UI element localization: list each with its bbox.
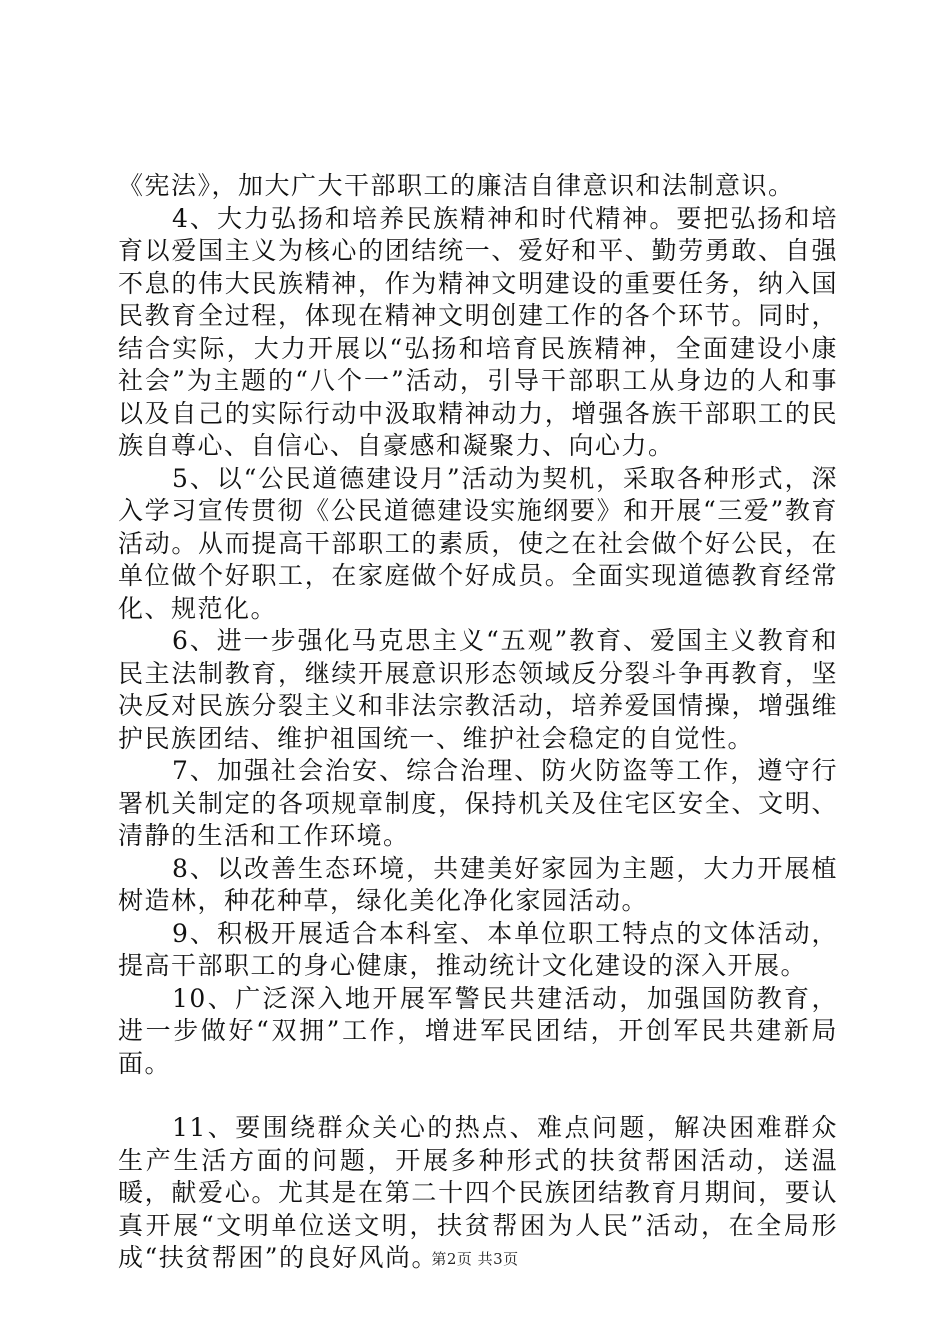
paragraph-item-6: 6、进一步强化马克思主义“五观”教育、爱国主义教育和民主法制教育，继续开展意识形态领域反分裂斗争再教育，坚决反对民族分裂主义和非法宗教活动，培养爱国情操，增强维护民族团结、维护祖国统一、维护社会稳定的自觉性。 (118, 626, 838, 753)
paragraph-item-5: 5、以“公民道德建设月”活动为契机，采取各种形式，深入学习宣传贯彻《公民道德建设实施纲要》和开展“三爱”教育活动。从而提高干部职工的素质，使之在社会做个好公民，在单位做个好职工，在家庭做个好成员。全面实现道德教育经常化、规范化。 (118, 463, 838, 623)
document-body (118, 170, 838, 1275)
paragraph-item-10: 10、广泛深入地开展军警民共建活动，加强国防教育，进一步做好“双拥”工作，增进军民团结，开创军民共建新局面。 (118, 983, 838, 1078)
paragraph-item-7: 7、加强社会治安、综合治理、防火防盗等工作，遵守行署机关制定的各项规章制度，保持机关及住宅区安全、文明、清静的生活和工作环境。 (118, 756, 838, 850)
paragraph-item-11: 11、要围绕群众关心的热点、难点问题，解决困难群众生产生活方面的问题，开展多种形式的扶贫帮困活动，送温暖，献爱心。尤其是在第二十四个民族团结教育月期间，要认真开展“文明单位送文明，扶贫帮困为人民”活动，在全局形成“扶贫帮困”的良好风尚。 (118, 1113, 838, 1272)
paragraph-item-9: 9、积极开展适合本科室、本单位职工特点的文体活动，提高干部职工的身心健康，推动统计文化建设的深入开展。 (118, 918, 838, 980)
paragraph-item-4: 4、大力弘扬和培养民族精神和时代精神。要把弘扬和培育以爱国主义为核心的团结统一、爱好和平、勤劳勇敢、自强不息的伟大民族精神，作为精神文明建设的重要任务，纳入国民教育全过程，体现在精神文明创建工作的各个环节。同时，结合实际，大力开展以“弘扬和培育民族精神，全面建设小康社会”为主题的“八个一”活动，引导干部职工从身边的人和事以及自己的实际行动中汲取精神动力，增强各族干部职工的民族自尊心、自信心、自豪感和凝聚力、向心力。 (118, 203, 838, 460)
page-number-footer: 第2页 共3页 (431, 1250, 519, 1268)
paragraph-continuation: 《宪法》，加大广大干部职工的廉洁自律意识和法制意识。 (118, 171, 795, 200)
paragraph-item-8: 8、以改善生态环境，共建美好家园为主题，大力开展植树造林，种花种草，绿化美化净化家园活动。 (118, 853, 838, 915)
